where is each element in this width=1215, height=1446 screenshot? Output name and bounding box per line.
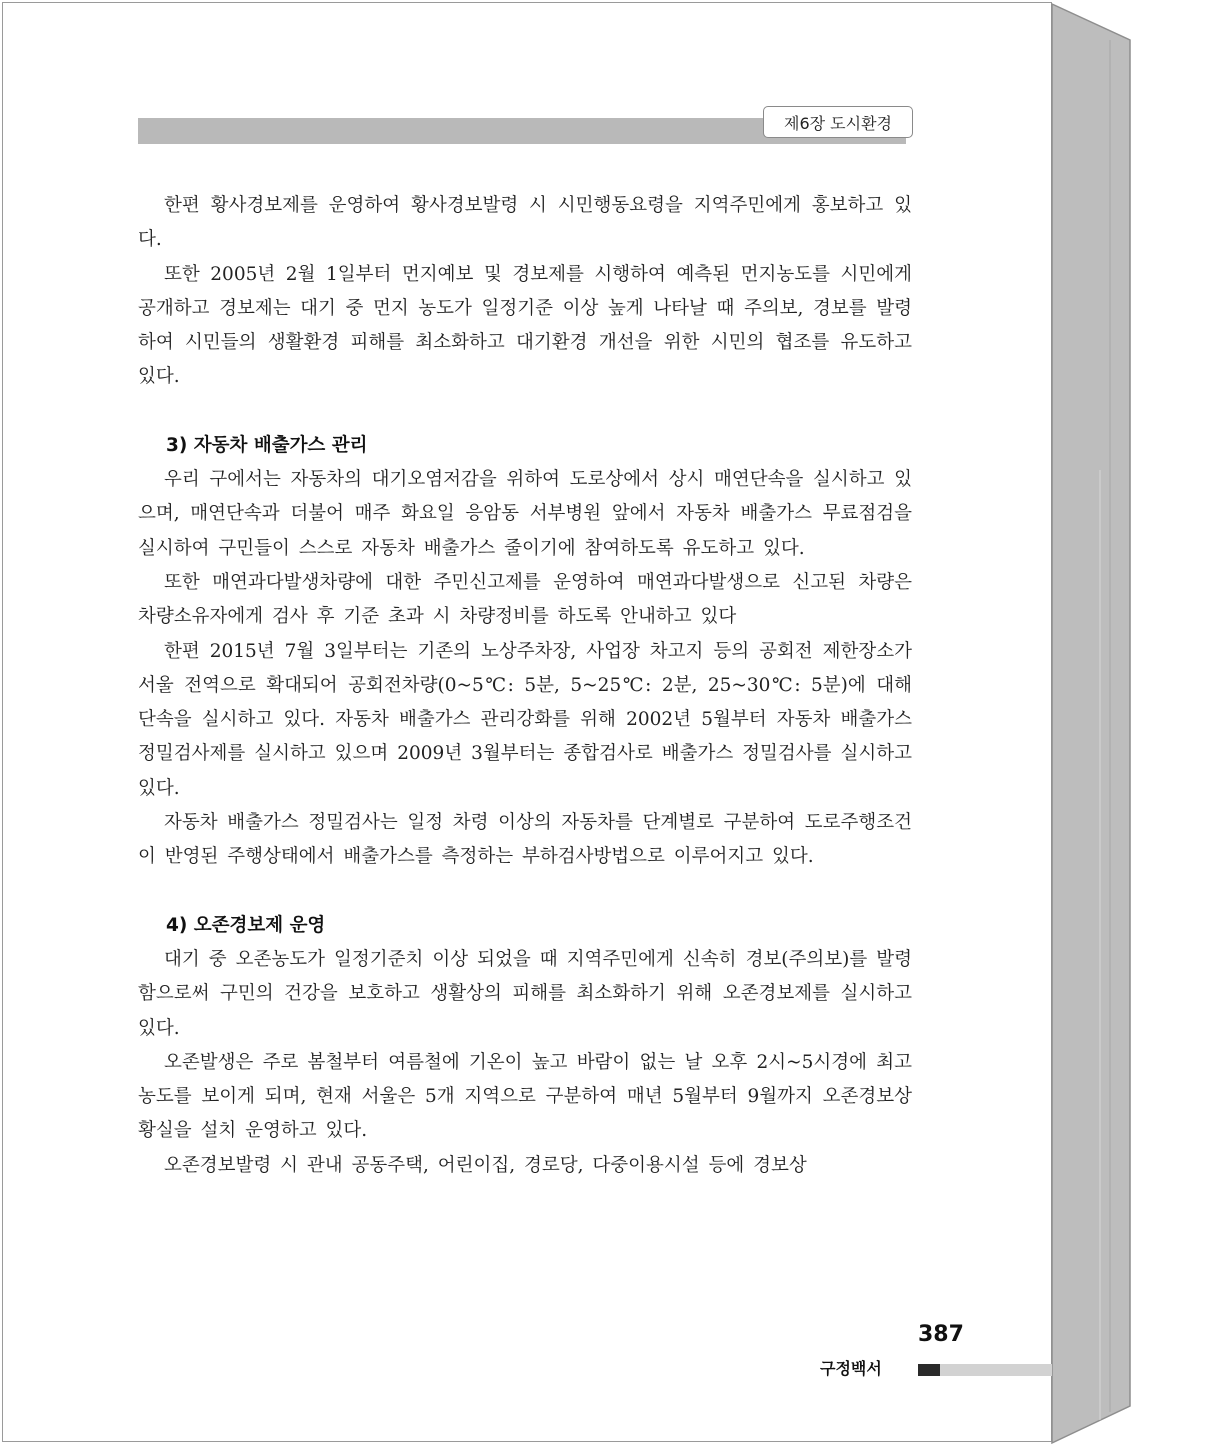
section-heading: 3) 자동차 배출가스 관리 [166,434,368,456]
body-text [138,189,912,1183]
paragraph: 우리 구에서는 자동차의 대기오염저감을 위하여 도로상에서 상시 매연단속을 실시하고 있으며, 매연단속과 더불어 매주 화요일 응암동 서부병원 앞에서 자동차 배출가스 무료점검을 실시하여 구민들이 스스로 자동차 배출가스 줄이기에 참여하도록 유도하고 있다. [138,469,912,559]
page-number: 387 [918,1322,964,1347]
chapter-label: 제6장 도시환경 [763,106,913,138]
paragraph: 오존발생은 주로 봄철부터 여름철에 기온이 높고 바람이 없는 날 오후 2시~5시경에 최고농도를 보이게 되며, 현재 서울은 5개 지역으로 구분하여 매년 5월부터 9월까지 오존경보상황실을 설치 운영하고 있다. [138,1051,912,1142]
paragraph: 오존경보발령 시 관내 공동주택, 어린이집, 경로당, 다중이용시설 등에 경보상 [164,1154,807,1176]
paragraph: 한편 황사경보제를 운영하여 황사경보발령 시 시민행동요령을 지역주민에게 홍보하고 있다. [138,195,912,251]
section-heading: 4) 오존경보제 운영 [166,914,326,936]
paragraph: 또한 매연과다발생차량에 대한 주민신고제를 운영하여 매연과다발생으로 신고된 차량은 차량소유자에게 검사 후 기준 초과 시 차량정비를 하도록 안내하고 있다 [138,571,912,628]
paragraph: 대기 중 오존농도가 일정기준치 이상 되었을 때 지역주민에게 신속히 경보(주의보)를 발령함으로써 구민의 건강을 보호하고 생활상의 피해를 최소화하기 위해 오존경보제를 실시하고 있다. [138,948,912,1039]
footer-block [918,1364,940,1376]
paragraph: 자동차 배출가스 정밀검사는 일정 차령 이상의 자동차를 단계별로 구분하여 도로주행조건이 반영된 주행상태에서 배출가스를 측정하는 부하검사방법으로 이루어지고 있다. [138,812,912,868]
paragraph: 또한 2005년 2월 1일부터 먼지예보 및 경보제를 시행하여 예측된 먼지농도를 시민에게 공개하고 경보제는 대기 중 먼지 농도가 일정기준 이상 높게 나타날 때 주의보, 경보를 발령하여 시민들의 생활환경 피해를 최소화하고 대기환경 개선을 위한 시민의 협조를 유도하고 있다. [138,263,912,388]
publication-name: 구정백서 [820,1359,882,1378]
paragraph: 한편 2015년 7월 3일부터는 기존의 노상주차장, 사업장 차고지 등의 공회전 제한장소가 서울 전역으로 확대되어 공회전차량(0~5℃: 5분, 5~25℃: 2분, 25~30℃: 5분)에 대해 단속을 실시하고 있다. 자동차 배출가스 관리강화를 위해 2002년 5월부터 자동차 배출가스 정밀검사제를 실시하고 있으며 2009년 3월부터는 종합검사로 배출가스 정밀검사를 실시하고 있다. [138,640,912,799]
